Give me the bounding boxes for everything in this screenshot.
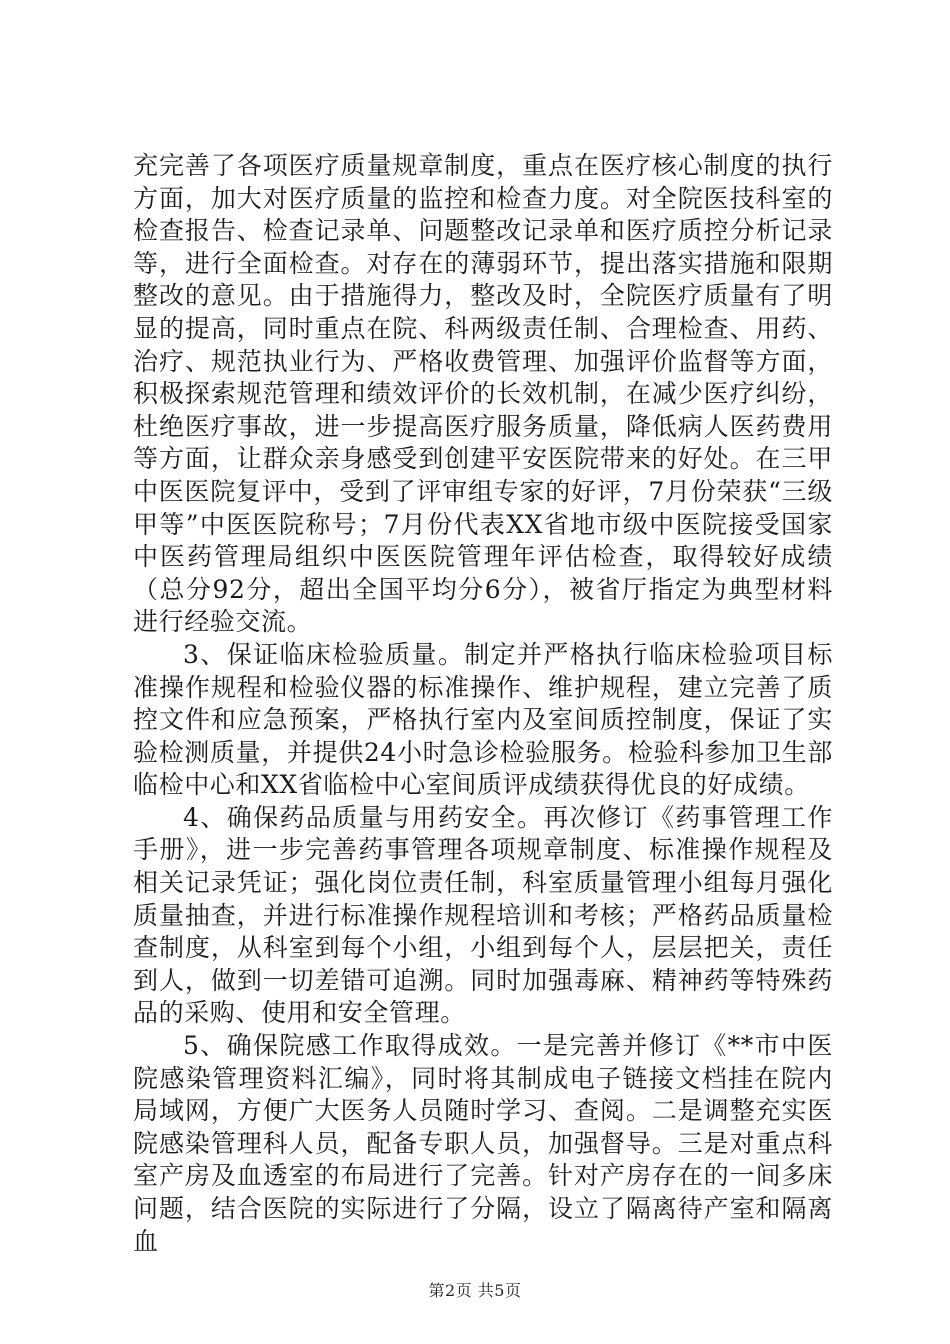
- paragraph-drug-safety: 4、确保药品质量与用药安全。再次修订《药事管理工作手册》，进一步完善药事管理各项规章制度、标准操作规程及相关记录凭证；强化岗位责任制，科室质量管理小组每月强化质量抽查，并进行标准操作规程培训和考核；严格药品质量检查制度，从科室到每个小组，小组到每个人，层层把关，责任到人，做到一切差错可追溯。同时加强毒麻、精神药等特殊药品的采购、使用和安全管理。: [133, 802, 833, 1028]
- paragraph-quality-regulations: 充完善了各项医疗质量规章制度，重点在医疗核心制度的执行方面，加大对医疗质量的监控和检查力度。对全院医技科室的检查报告、检查记录单、问题整改记录单和医疗质控分析记录等，进行全面检查。对存在的薄弱环节，提出落实措施和限期整改的意见。由于措施得力，整改及时，全院医疗质量有了明显的提高，同时重点在院、科两级责任制、合理检查、用药、治疗、规范执业行为、严格收费管理、加强评价监督等方面，积极探索规范管理和绩效评价的长效机制，在减少医疗纠纷，杜绝医疗事故，进一步提高医疗服务质量，降低病人医药费用等方面，让群众亲身感受到创建平安医院带来的好处。在三甲中医医院复评中，受到了评审组专家的好评，7月份荣获“三级甲等”中医医院称号；7月份代表XX省地市级中医院接受国家中医药管理局组织中医医院管理年评估检查，取得较好成绩（总分92分，超出全国平均分6分），被省厅指定为典型材料进行经验交流。: [133, 151, 833, 637]
- page-number-footer: 第2页 共5页: [428, 1281, 522, 1300]
- document-body: [133, 150, 833, 1258]
- paragraph-clinical-lab-quality: 3、保证临床检验质量。制定并严格执行临床检验项目标准操作规程和检验仪器的标准操作、维护规程，建立完善了质控文件和应急预案，严格执行室内及室间质控制度，保证了实验检测质量，并提供24小时急诊检验服务。检验科参加卫生部临检中心和XX省临检中心室间质评成绩获得优良的好成绩。: [133, 639, 833, 800]
- paragraph-infection-control: 5、确保院感工作取得成效。一是完善并修订《**市中医院感染管理资料汇编》，同时将其制成电子链接文档挂在院内局域网，方便广大医务人员随时学习、查阅。二是调整充实医院感染管理科人员，配备专职人员，加强督导。三是对重点科室产房及血透室的布局进行了完善。针对产房存在的一间多床问题，结合医院的实际进行了分隔，设立了隔离待产室和隔离血: [133, 1031, 833, 1256]
